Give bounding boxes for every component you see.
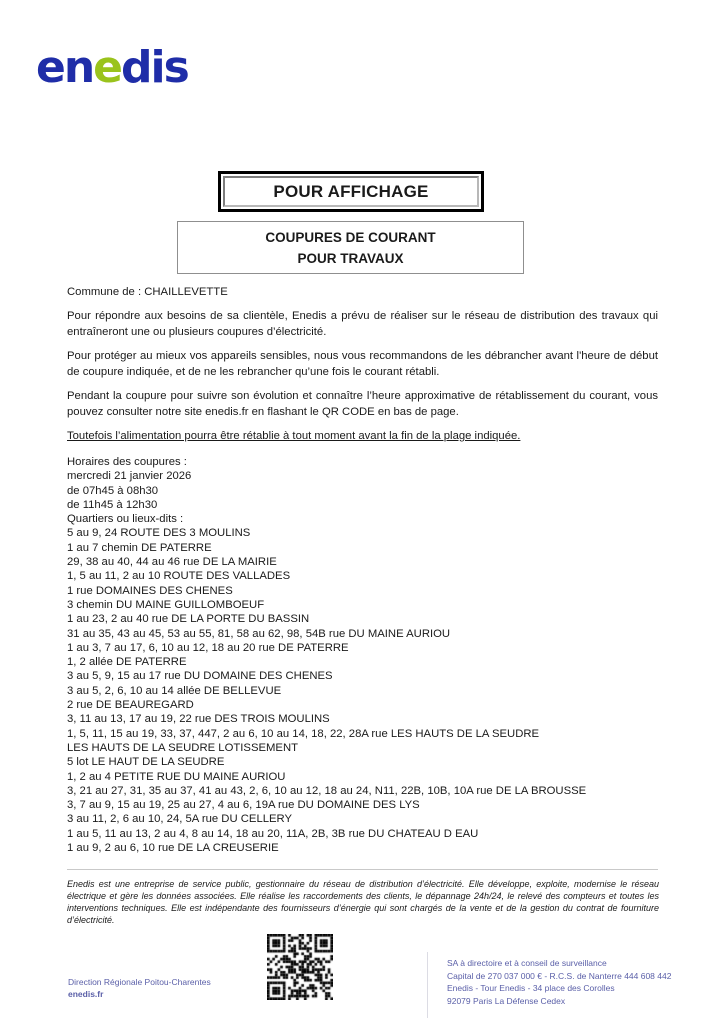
notice-title-line1: COUPURES DE COURANT bbox=[265, 229, 436, 245]
qr-code bbox=[267, 934, 333, 1000]
street-line: 1 rue DOMAINES DES CHENES bbox=[67, 584, 233, 597]
paragraph-intro: Pour répondre aux besoins de sa clientèle, Enedis a prévu de réaliser sur le réseau de distribution des travaux qui entraîneront une ou plusieurs coupures d’électricité. bbox=[67, 310, 658, 338]
street-line: 3, 7 au 9, 15 au 19, 25 au 27, 4 au 6, 19A rue DU DOMAINE DES LYS bbox=[67, 799, 420, 812]
schedule-line: de 11h45 à 12h30 bbox=[67, 498, 158, 511]
streets-list bbox=[67, 526, 658, 855]
street-line: 2 rue DE BEAUREGARD bbox=[67, 699, 194, 712]
street-line: 3 au 11, 2, 6 au 10, 24, 5A rue DU CELLERY bbox=[67, 813, 293, 826]
commune-line: Commune de : CHAILLEVETTE bbox=[67, 286, 228, 298]
underlined-notice: Toutefois l’alimentation pourra être rétablie à tout moment avant la fin de la plage indiquée. bbox=[67, 430, 521, 442]
company-info-line: 92079 Paris La Défense Cedex bbox=[447, 995, 566, 1006]
street-line: 1 au 23, 2 au 40 rue DE LA PORTE DU BASSIN bbox=[67, 613, 310, 626]
street-line: 1 au 3, 7 au 17, 6, 10 au 12, 18 au 20 rue DE PATERRE bbox=[67, 641, 349, 654]
street-line: 1 au 5, 11 au 13, 2 au 4, 8 au 14, 18 au 20, 11A, 2B, 3B rue DU CHATEAU D EAU bbox=[67, 827, 479, 840]
regional-direction-label: Direction Régionale Poitou-Charentes bbox=[68, 977, 211, 987]
logo-text-blue-left: en bbox=[36, 42, 94, 93]
street-line: 1 au 7 chemin DE PATERRE bbox=[67, 541, 212, 554]
company-info-line: SA à directoire et à conseil de surveillance bbox=[447, 958, 607, 968]
notice-title-line2: POUR TRAVAUX bbox=[297, 250, 404, 266]
street-line: 29, 38 au 40, 44 au 46 rue DE LA MAIRIE bbox=[67, 556, 277, 569]
street-line: 1, 5 au 11, 2 au 10 ROUTE DES VALLADES bbox=[67, 570, 291, 583]
pour-affichage-banner bbox=[218, 171, 484, 212]
street-line: LES HAUTS DE LA SEUDRE LOTISSEMENT bbox=[67, 741, 299, 754]
schedule-block bbox=[67, 455, 658, 526]
street-line: 1 au 9, 2 au 6, 10 rue DE LA CREUSERIE bbox=[67, 842, 279, 855]
logo-text-green-e: e bbox=[93, 42, 122, 93]
street-line: 3, 21 au 27, 31, 35 au 37, 41 au 43, 2, 6, 10 au 12, 18 au 24, N11, 22B, 10B, 10A rue DE LA BROUSSE bbox=[67, 784, 587, 797]
footer-divider bbox=[67, 869, 658, 870]
footer-vertical-divider bbox=[427, 952, 428, 1018]
street-line: 31 au 35, 43 au 45, 53 au 55, 81, 58 au 62, 98, 54B rue DU MAINE AURIOU bbox=[67, 627, 451, 640]
street-line: 3 au 5, 2, 6, 10 au 14 allée DE BELLEVUE bbox=[67, 684, 282, 697]
company-info-line: Capital de 270 037 000 € - R.C.S. de Nanterre 444 608 442 bbox=[447, 970, 672, 981]
street-line: 5 au 9, 24 ROUTE DES 3 MOULINS bbox=[67, 527, 251, 540]
street-line: 1, 2 allée DE PATERRE bbox=[67, 656, 187, 669]
body-content bbox=[67, 284, 658, 855]
notice-title-box bbox=[177, 221, 524, 274]
schedule-line: mercredi 21 janvier 2026 bbox=[67, 470, 192, 483]
legal-text: Enedis est une entreprise de service public, gestionnaire du réseau de distribution d’électricité. Elle développe, exploite, modernise le réseau électrique et gère les données associées. Elle réalise les raccordements des clients, le dépannage 24h/24, le relevé des compteurs et toutes les interventions techniques. Elle est indépendante des fournisseurs d’énergie qui sont chargés de la vente et de la gestion du contrat de fourniture d’électricité. bbox=[67, 879, 659, 925]
enedis-fr-link[interactable]: enedis.fr bbox=[68, 989, 104, 999]
footer-company-info bbox=[447, 957, 671, 1007]
street-line: 1, 2 au 4 PETITE RUE DU MAINE AURIOU bbox=[67, 770, 286, 783]
schedule-line: Quartiers ou lieux-dits : bbox=[67, 513, 184, 526]
pour-affichage-title: POUR AFFICHAGE bbox=[223, 176, 479, 207]
street-line: 5 lot LE HAUT DE LA SEUDRE bbox=[67, 756, 225, 769]
schedule-line: de 07h45 à 08h30 bbox=[67, 484, 159, 497]
footer-left bbox=[68, 976, 211, 1000]
schedule-line: Horaires des coupures : bbox=[67, 456, 187, 468]
street-line: 3, 11 au 13, 17 au 19, 22 rue DES TROIS MOULINS bbox=[67, 713, 330, 726]
street-line: 1, 5, 11, 15 au 19, 33, 37, 447, 2 au 6, 10 au 14, 18, 22, 28A rue LES HAUTS DE LA SEUDRE bbox=[67, 727, 540, 740]
street-line: 3 au 5, 9, 15 au 17 rue DU DOMAINE DES CHENES bbox=[67, 670, 333, 683]
enedis-logo bbox=[36, 42, 188, 93]
paragraph-advice: Pour protéger au mieux vos appareils sensibles, nous vous recommandons de les débrancher avant l'heure de début de coupure indiquée, et de ne les rebrancher qu’une fois le courant rétabli. bbox=[67, 350, 658, 378]
logo-text-blue-right: dis bbox=[121, 42, 188, 93]
company-info-line: Enedis - Tour Enedis - 34 place des Corolles bbox=[447, 983, 615, 993]
street-line: 3 chemin DU MAINE GUILLOMBOEUF bbox=[67, 598, 265, 611]
paragraph-qrcode: Pendant la coupure pour suivre son évolution et connaître l’heure approximative de rétablissement du courant, vous pouvez consulter notre site enedis.fr en flashant le QR CODE en bas de page. bbox=[67, 390, 658, 418]
